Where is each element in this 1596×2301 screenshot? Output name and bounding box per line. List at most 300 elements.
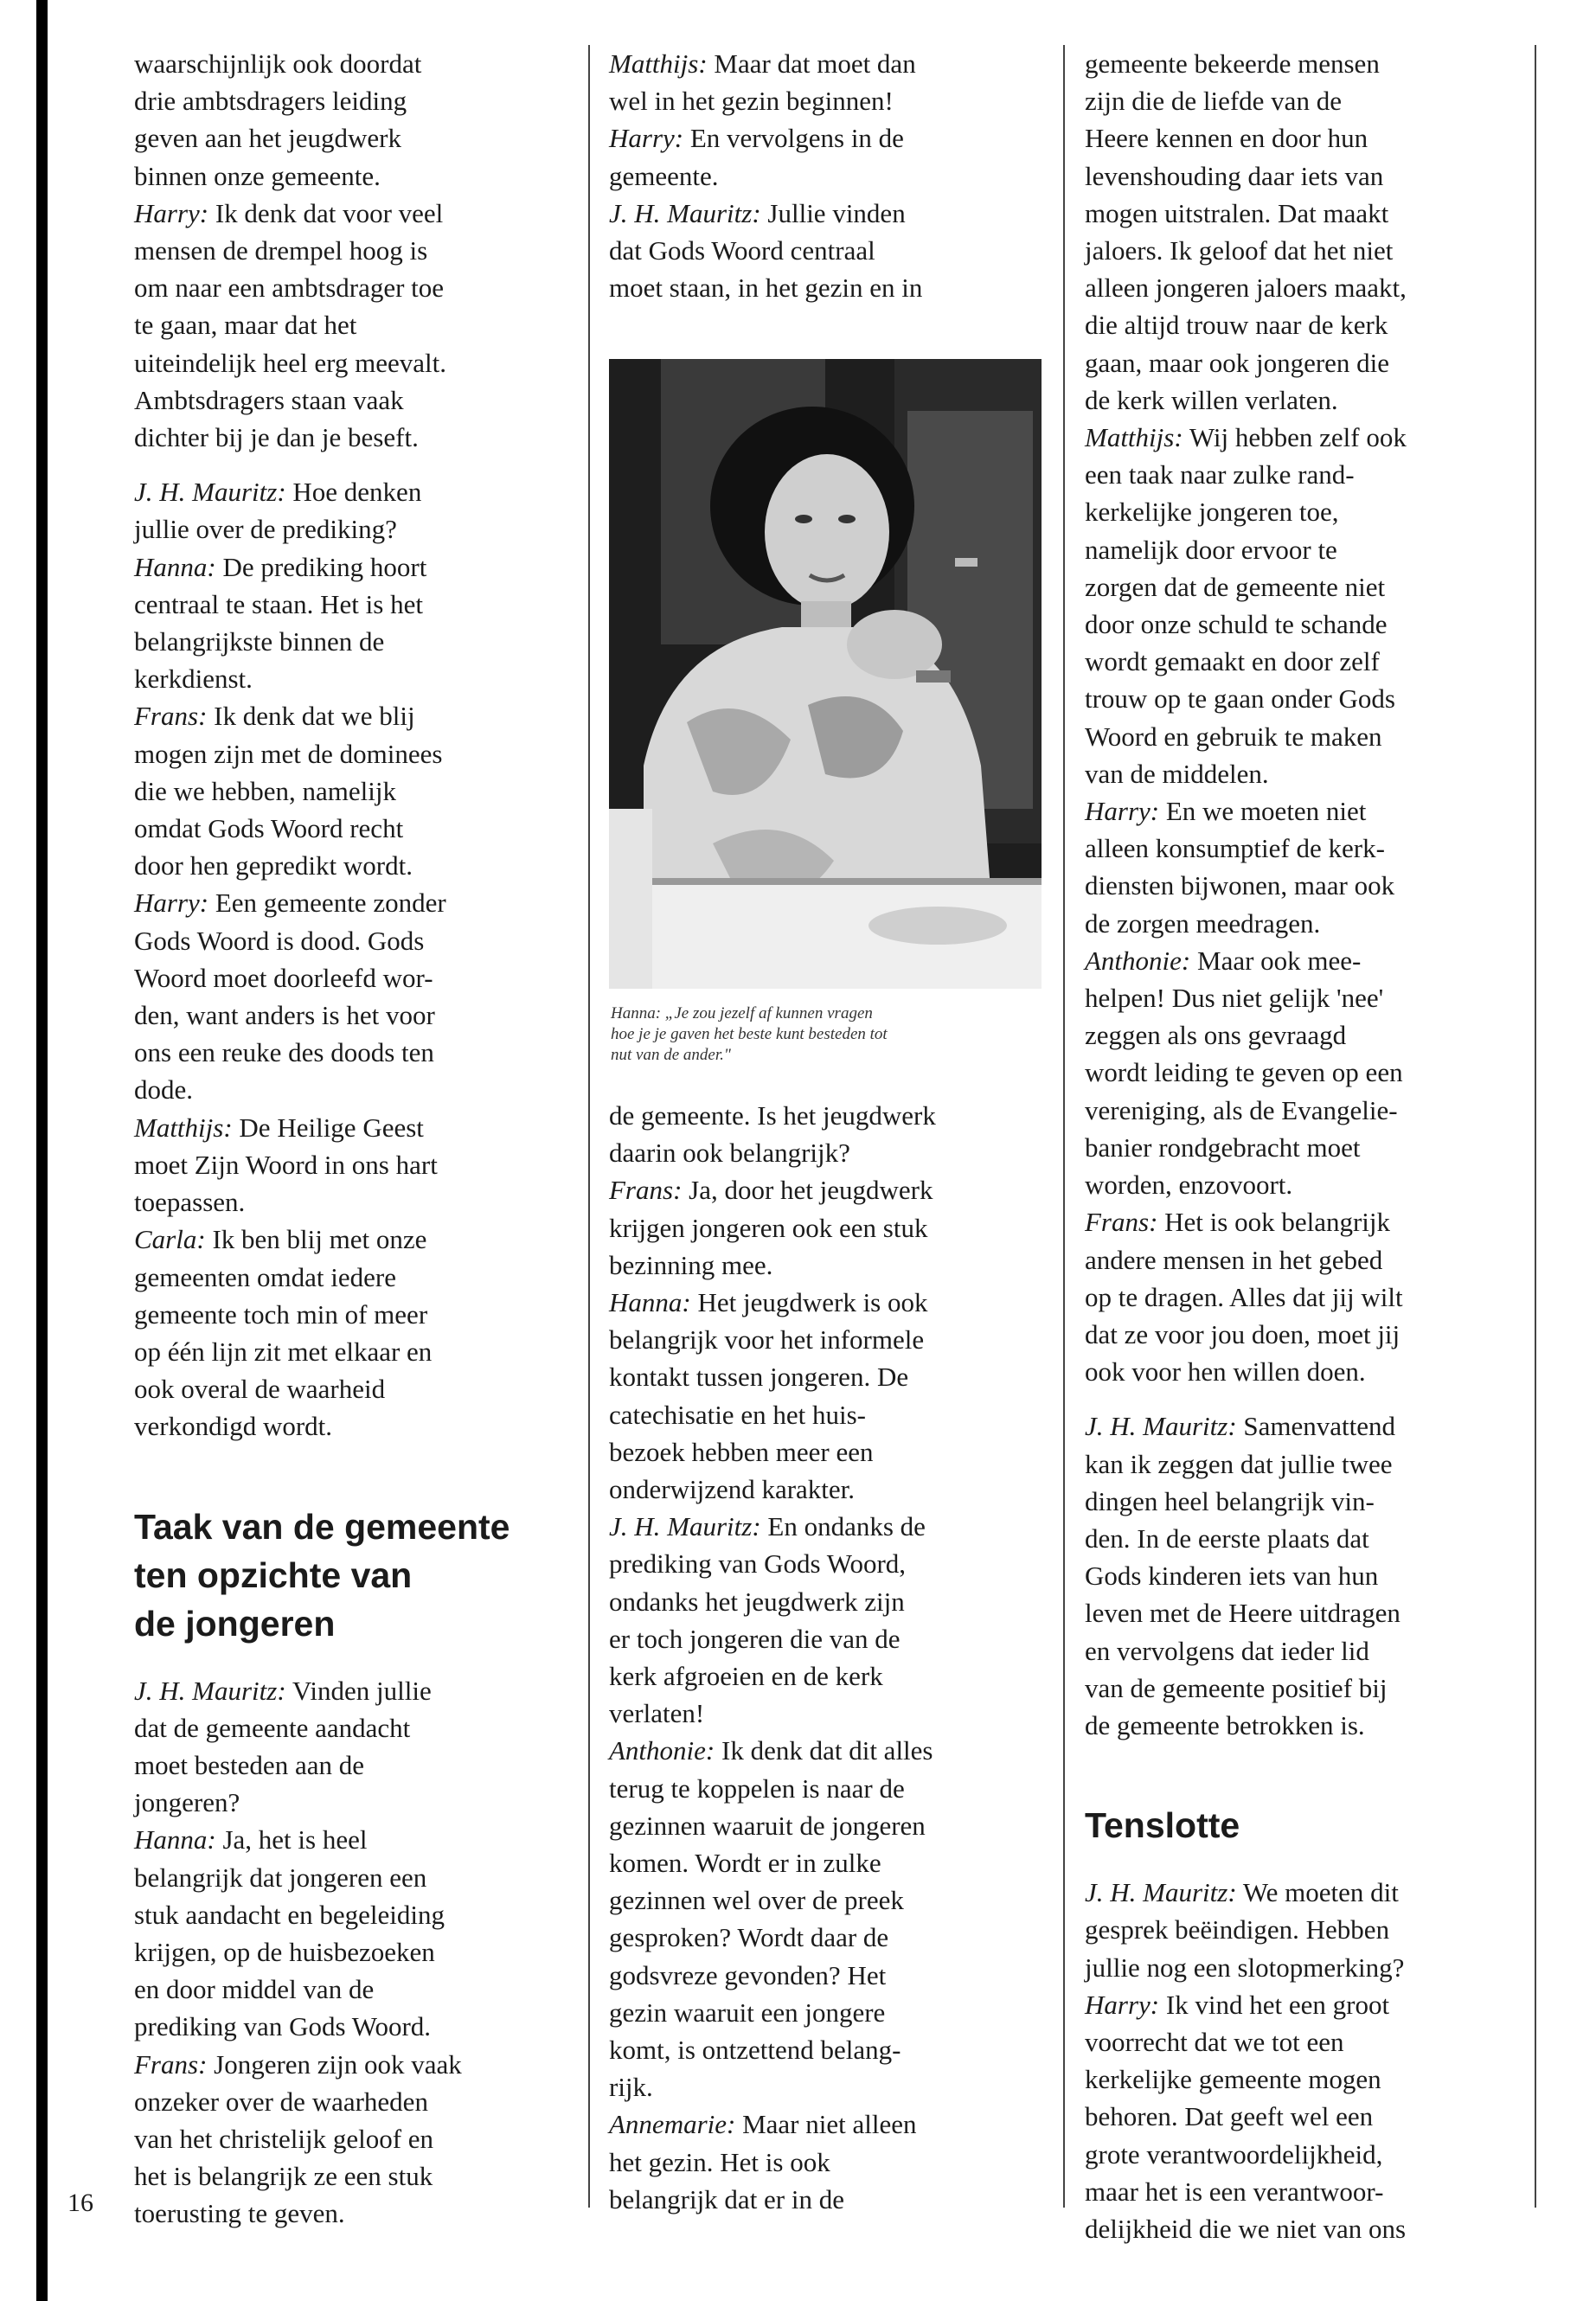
text-line: [134, 1109, 510, 1146]
line-text: toerusting te geven.: [134, 2198, 345, 2229]
text-line: [134, 1071, 510, 1108]
line-text: jullie nog een slotopmerking?: [1085, 1952, 1405, 1983]
line-text: Ik vind het een groot: [1159, 1989, 1390, 2020]
line-text: rijk.: [609, 2072, 653, 2103]
text-line: [1085, 2023, 1407, 2061]
text-line: [609, 1620, 936, 1657]
line-text: de kerk willen verlaten.: [1085, 384, 1338, 415]
text-line: [1085, 381, 1407, 419]
text-line: [134, 922, 510, 959]
line-text: Ik ben blij met onze: [205, 1224, 427, 1255]
text-line: [134, 232, 510, 269]
line-text: ook overal de waarheid: [134, 1374, 386, 1405]
line-text: moet staan, in het gezin en in: [609, 272, 923, 304]
text-line: [134, 1221, 510, 1258]
text-line: [1085, 1949, 1407, 1986]
line-text: gesprek beëindigen. Hebben: [1085, 1914, 1390, 1945]
text-line: [1085, 2098, 1407, 2135]
line-text: Samenvattend: [1236, 1411, 1396, 1442]
text-line: [609, 1247, 936, 1284]
text-line: [609, 232, 922, 269]
line-text: We moeten dit: [1236, 1877, 1399, 1908]
column-rule-left: [588, 45, 590, 2208]
line-text: gemeente bekeerde mensen: [1085, 48, 1380, 79]
line-text: ons een reuke des doods ten: [134, 1037, 434, 1068]
line-text: prediking van Gods Woord.: [134, 2011, 432, 2042]
line-text: dat de gemeente aandacht: [134, 1712, 411, 1743]
text-line: [134, 1859, 510, 1896]
text-line: [1085, 1016, 1407, 1054]
text-line: [1085, 1054, 1407, 1091]
interview-photo-drawing: [609, 359, 1042, 989]
section-heading: [1085, 1801, 1407, 1849]
line-text: delijkheid die we niet van ons: [1085, 2213, 1407, 2244]
line-text: De Heilige Geest: [232, 1112, 424, 1143]
line-text: zeggen als ons gevraagd: [1085, 1020, 1347, 1051]
text-line: [1085, 1911, 1407, 1948]
text-line: [134, 959, 510, 997]
text-line: [1085, 568, 1407, 606]
text-line: [134, 381, 510, 419]
text-line: [1085, 792, 1407, 830]
text-line: [134, 2120, 510, 2157]
text-line: [609, 1321, 936, 1358]
speaker-name: J. H. Mauritz:: [1085, 1877, 1237, 1908]
speaker-name: Carla:: [134, 1224, 206, 1255]
speaker-name: Anthonie:: [1085, 945, 1191, 976]
line-text: stuk aandacht en begeleiding: [134, 1899, 445, 1930]
section-heading-line: Tenslotte: [1085, 1805, 1240, 1846]
text-line: [1085, 45, 1407, 82]
speaker-name: J. H. Mauritz:: [134, 477, 286, 508]
text-line: [134, 660, 510, 697]
line-text: worden, enzovoort.: [1085, 1170, 1293, 1201]
text-line: [609, 1134, 936, 1171]
line-text: het is belangrijk ze een stuk: [134, 2161, 433, 2192]
line-text: En vervolgens in de: [683, 123, 904, 154]
text-line: [134, 473, 510, 510]
text-line: [1085, 680, 1407, 717]
text-line: [134, 157, 510, 195]
line-text: gezinnen waaruit de jongeren: [609, 1810, 926, 1841]
text-line: [134, 1034, 510, 1071]
text-column-2: [609, 45, 922, 306]
interview-photo: [609, 359, 1042, 989]
text-line: [1085, 979, 1407, 1016]
text-line: [1085, 1129, 1407, 1166]
text-line: [134, 2195, 510, 2232]
line-text: een taak naar zulke rand-: [1085, 459, 1355, 490]
text-line: [134, 419, 510, 456]
line-text: en vervolgens dat ieder lid: [1085, 1635, 1369, 1666]
text-line: [609, 82, 922, 119]
text-line: [609, 2181, 936, 2218]
text-line: [134, 1747, 510, 1784]
line-text: Gods Woord is dood. Gods: [134, 925, 425, 956]
line-text: te gaan, maar dat het: [134, 310, 357, 341]
line-text: drie ambtsdragers leiding: [134, 86, 407, 117]
line-text: Ik denk dat voor veel: [208, 197, 444, 228]
line-text: namelijk door ervoor te: [1085, 534, 1337, 565]
line-text: jongeren?: [134, 1787, 240, 1818]
line-text: Woord moet doorleefd wor-: [134, 962, 433, 993]
text-line: [134, 1971, 510, 2008]
text-line: [134, 847, 510, 884]
line-text: wordt leiding te geven op een: [1085, 1057, 1403, 1088]
text-line: [134, 2008, 510, 2045]
photo-caption-line: Hanna: „Je zou jezelf af kunnen vragen: [611, 1004, 873, 1022]
line-text: Ja, het is heel: [215, 1824, 368, 1856]
line-text: Maar niet alleen: [735, 2109, 917, 2140]
line-text: komen. Wordt er in zulke: [609, 1848, 881, 1879]
line-text: gezin waaruit een jongere: [609, 1997, 886, 2028]
line-text: die we hebben, namelijk: [134, 775, 397, 806]
line-text: mensen de drempel hoog is: [134, 235, 428, 266]
line-text: Het jeugdwerk is ook: [690, 1287, 928, 1318]
line-text: moet Zijn Woord in ons hart: [134, 1149, 438, 1180]
text-line: [134, 1370, 510, 1407]
line-text: belangrijk dat er in de: [609, 2183, 845, 2214]
speaker-name: Harry:: [134, 197, 209, 228]
line-text: er toch jongeren die van de: [609, 1623, 901, 1654]
text-line: [1085, 157, 1407, 195]
line-text: mogen uitstralen. Dat maakt: [1085, 197, 1389, 228]
line-text: zorgen dat de gemeente niet: [1085, 571, 1386, 602]
text-line: [1085, 867, 1407, 904]
text-line: [1085, 1407, 1407, 1445]
text-line: [609, 1770, 936, 1807]
text-line: [1085, 718, 1407, 755]
line-text: door onze schuld te schande: [1085, 609, 1388, 640]
section-heading: [134, 1503, 510, 1648]
text-line: [609, 1396, 936, 1433]
line-text: gemeenten omdat iedere: [134, 1261, 396, 1292]
speaker-name: Frans:: [609, 1175, 683, 1206]
line-text: Ambtsdragers staan vaak: [134, 384, 404, 415]
line-text: omdat Gods Woord recht: [134, 813, 404, 844]
line-text: grote verantwoordelijkheid,: [1085, 2138, 1383, 2170]
text-line: [1085, 82, 1407, 119]
speaker-name: Harry:: [609, 123, 684, 154]
text-line: [609, 2144, 936, 2181]
line-text: van de middelen.: [1085, 758, 1269, 789]
line-text: helpen! Dus niet gelijk 'nee': [1085, 983, 1384, 1014]
text-line: [1085, 1874, 1407, 1911]
text-line: [1085, 905, 1407, 942]
page-edge-bar: [36, 0, 48, 2301]
text-line: [1085, 2210, 1407, 2247]
speaker-name: Hanna:: [134, 1824, 216, 1856]
line-text: terug te koppelen is naar de: [609, 1772, 905, 1804]
text-line: [609, 2068, 936, 2106]
speaker-name: Frans:: [134, 2048, 208, 2080]
text-line: [609, 1545, 936, 1582]
text-line: [609, 2031, 936, 2068]
line-text: daarin ook belangrijk?: [609, 1138, 850, 1169]
text-line: [134, 548, 510, 586]
line-text: gaan, maar ook jongeren die: [1085, 347, 1390, 378]
line-text: kerkdienst.: [134, 663, 253, 695]
text-line: [1085, 1557, 1407, 1594]
text-line: [609, 1583, 936, 1620]
line-text: dichter bij je dan je beseft.: [134, 422, 419, 453]
text-line: [609, 1994, 936, 2031]
line-text: krijgen, op de huisbezoeken: [134, 1936, 435, 1967]
text-line: [1085, 1166, 1407, 1203]
photo-caption: [611, 1003, 1043, 1066]
line-text: dat ze voor jou doen, moet jij: [1085, 1318, 1401, 1349]
text-line: [609, 195, 922, 232]
text-line: [134, 1259, 510, 1296]
speaker-name: Harry:: [1085, 796, 1160, 827]
text-line: [1085, 830, 1407, 867]
line-text: de zorgen meedragen.: [1085, 907, 1321, 939]
line-text: verkondigd wordt.: [134, 1411, 333, 1442]
text-line: [609, 1209, 936, 1247]
line-text: ondanks het jeugdwerk zijn: [609, 1586, 905, 1617]
text-column-3: [1085, 45, 1407, 2247]
line-text: Hoe denken: [285, 477, 422, 508]
text-line: [134, 2157, 510, 2195]
text-line: [134, 1146, 510, 1183]
line-text: Woord en gebruik te maken: [1085, 721, 1382, 752]
line-text: mogen zijn met de dominees: [134, 738, 443, 769]
text-line: [134, 884, 510, 921]
text-line: [1085, 755, 1407, 792]
line-text: op één lijn zit met elkaar en: [134, 1336, 433, 1367]
speaker-name: Hanna:: [609, 1287, 691, 1318]
line-text: van de gemeente positief bij: [1085, 1672, 1388, 1703]
text-line: [1085, 606, 1407, 643]
text-line: [1085, 643, 1407, 680]
line-text: En we moeten niet: [1159, 796, 1367, 827]
text-line: [1085, 1670, 1407, 1707]
speaker-name: Anthonie:: [609, 1735, 715, 1766]
text-line: [1085, 1241, 1407, 1279]
text-line: [609, 1732, 936, 1769]
text-line: [134, 344, 510, 381]
line-text: centraal te staan. Het is het: [134, 588, 423, 619]
page-number: 16: [67, 2189, 93, 2217]
line-text: waarschijnlijk ook doordat: [134, 48, 422, 79]
text-line: [609, 1097, 936, 1134]
line-text: belangrijk dat jongeren een: [134, 1862, 427, 1893]
line-text: prediking van Gods Woord,: [609, 1548, 907, 1580]
text-line: [134, 195, 510, 232]
text-line: [609, 269, 922, 306]
text-line: [134, 306, 510, 343]
line-text: Gods kinderen iets van hun: [1085, 1561, 1379, 1592]
text-line: [1085, 1986, 1407, 2023]
text-line: [1085, 419, 1407, 456]
text-line: [134, 1183, 510, 1221]
text-line: [134, 1896, 510, 1933]
column-rule-middle: [1063, 45, 1065, 2208]
text-line: [1085, 119, 1407, 157]
line-text: kontakt tussen jongeren. De: [609, 1362, 909, 1393]
line-text: En ondanks de: [760, 1511, 926, 1542]
line-text: gemeente toch min of meer: [134, 1298, 428, 1330]
line-text: moet besteden aan de: [134, 1749, 364, 1780]
line-text: godsvreze gevonden? Het: [609, 1959, 887, 1990]
line-text: Ja, door het jeugdwerk: [682, 1175, 933, 1206]
line-text: leven met de Heere uitdragen: [1085, 1598, 1401, 1629]
line-text: Een gemeente zonder: [208, 888, 446, 919]
text-line: [1085, 1483, 1407, 1520]
text-line: [609, 1657, 936, 1695]
text-line: [609, 1358, 936, 1395]
text-line: [609, 1695, 936, 1732]
photo-caption-line: nut van de ander.": [611, 1046, 731, 1064]
line-text: Maar ook mee-: [1190, 945, 1362, 976]
line-text: andere mensen in het gebed: [1085, 1244, 1383, 1275]
speaker-name: J. H. Mauritz:: [1085, 1411, 1237, 1442]
line-text: gemeente.: [609, 160, 719, 191]
text-line: [1085, 344, 1407, 381]
line-text: kerkelijke jongeren toe,: [1085, 497, 1339, 528]
line-text: krijgen jongeren ook een stuk: [609, 1212, 928, 1243]
text-line: [1085, 1445, 1407, 1483]
line-text: gezinnen wel over de preek: [609, 1885, 904, 1916]
speaker-name: Hanna:: [134, 551, 216, 582]
text-line: [609, 1284, 936, 1321]
line-text: ook voor hen willen doen.: [1085, 1356, 1366, 1388]
text-line: [609, 1881, 936, 1919]
line-text: Het is ook belangrijk: [1157, 1207, 1391, 1238]
text-line: [1085, 269, 1407, 306]
line-text: catechisatie en het huis-: [609, 1399, 866, 1430]
line-text: toepassen.: [134, 1187, 246, 1218]
line-text: banier rondgebracht moet: [1085, 1131, 1361, 1163]
text-line: [134, 772, 510, 810]
text-line: [134, 1933, 510, 1971]
line-text: kan ik zeggen dat jullie twee: [1085, 1448, 1393, 1479]
line-text: dingen heel belangrijk vin-: [1085, 1485, 1375, 1516]
line-text: onzeker over de waarheden: [134, 2086, 428, 2117]
text-line: [134, 1672, 510, 1709]
line-text: behoren. Dat geeft wel een: [1085, 2101, 1374, 2132]
line-text: wel in het gezin beginnen!: [609, 86, 894, 117]
line-text: onderwijzend karakter.: [609, 1474, 856, 1505]
speaker-name: Harry:: [134, 888, 209, 919]
speaker-name: Matthijs:: [134, 1112, 233, 1143]
text-line: [1085, 306, 1407, 343]
photo-caption-line: hoe je je gaven het beste kunt besteden tot: [611, 1025, 888, 1043]
text-line: [134, 510, 510, 548]
line-text: verlaten!: [609, 1698, 705, 1729]
text-line: [609, 1844, 936, 1881]
text-line: [609, 45, 922, 82]
line-text: maar het is een verantwoor-: [1085, 2176, 1384, 2207]
text-line: [1085, 1279, 1407, 1316]
text-line: [134, 2083, 510, 2120]
line-text: om naar een ambtsdrager toe: [134, 272, 445, 304]
text-line: [1085, 1353, 1407, 1390]
speaker-name: J. H. Mauritz:: [609, 1511, 761, 1542]
line-text: Jongeren zijn ook vaak: [207, 2048, 462, 2080]
line-text: kerkelijke gemeente mogen: [1085, 2064, 1381, 2095]
section-heading-line: ten opzichte van: [134, 1554, 413, 1595]
line-text: gesproken? Wordt daar de: [609, 1922, 889, 1953]
line-text: de gemeente betrokken is.: [1085, 1709, 1365, 1740]
text-line: [134, 2046, 510, 2083]
line-text: belangrijkste binnen de: [134, 626, 385, 657]
speaker-name: J. H. Mauritz:: [609, 197, 761, 228]
text-line: [609, 1508, 936, 1545]
line-text: de gemeente. Is het jeugdwerk: [609, 1100, 936, 1131]
speaker-name: Harry:: [1085, 1989, 1160, 2020]
text-line: [134, 45, 510, 82]
line-text: Maar dat moet dan: [707, 48, 916, 79]
text-line: [1085, 493, 1407, 530]
speaker-name: Matthijs:: [609, 48, 708, 79]
text-line: [1085, 1316, 1407, 1353]
text-line: [134, 586, 510, 623]
text-line: [609, 1919, 936, 1956]
line-text: belangrijk voor het informele: [609, 1324, 925, 1356]
line-text: Vinden jullie: [285, 1675, 432, 1706]
text-line: [134, 735, 510, 772]
line-text: die altijd trouw naar de kerk: [1085, 310, 1388, 341]
line-text: Ik denk dat we blij: [207, 701, 415, 732]
text-line: [1085, 1520, 1407, 1557]
line-text: kerk afgroeien en de kerk: [609, 1661, 883, 1692]
line-text: vereniging, als de Evangelie-: [1085, 1094, 1398, 1125]
line-text: het gezin. Het is ook: [609, 2146, 830, 2177]
text-line: [1085, 195, 1407, 232]
line-text: door hen gepredikt wordt.: [134, 850, 413, 881]
line-text: diensten bijwonen, maar ook: [1085, 870, 1395, 901]
line-text: Jullie vinden: [760, 197, 906, 228]
line-text: jaloers. Ik geloof dat het niet: [1085, 235, 1394, 266]
text-line: [134, 1407, 510, 1445]
text-line: [1085, 1594, 1407, 1631]
text-line: [1085, 2061, 1407, 2098]
line-text: trouw op te gaan onder Gods: [1085, 683, 1395, 715]
section-heading-line: de jongeren: [134, 1603, 336, 1644]
line-text: jullie over de prediking?: [134, 514, 397, 545]
text-line: [1085, 2173, 1407, 2210]
text-line: [1085, 1203, 1407, 1240]
line-text: voorrecht dat we tot een: [1085, 2026, 1344, 2057]
line-text: alleen konsumptief de kerk-: [1085, 833, 1385, 864]
text-line: [134, 269, 510, 306]
section-heading-line: Taak van de gemeente: [134, 1506, 510, 1547]
line-text: Heere kennen en door hun: [1085, 123, 1368, 154]
line-text: De prediking hoort: [215, 551, 427, 582]
text-line: [134, 810, 510, 847]
text-line: [609, 157, 922, 195]
text-line: [609, 119, 922, 157]
text-line: [1085, 232, 1407, 269]
text-line: [134, 623, 510, 660]
line-text: den. In de eerste plaats dat: [1085, 1522, 1369, 1554]
line-text: alleen jongeren jaloers maakt,: [1085, 272, 1407, 304]
line-text: en door middel van de: [134, 1974, 375, 2005]
line-text: zijn die de liefde van de: [1085, 86, 1342, 117]
text-line: [1085, 942, 1407, 979]
text-line: [609, 1807, 936, 1844]
line-text: uiteindelijk heel erg meevalt.: [134, 347, 446, 378]
speaker-name: Frans:: [134, 701, 208, 732]
text-line: [134, 1784, 510, 1821]
line-text: levenshouding daar iets van: [1085, 160, 1384, 191]
line-text: geven aan het jeugdwerk: [134, 123, 402, 154]
line-text: wordt gemaakt en door zelf: [1085, 646, 1380, 677]
line-text: binnen onze gemeente.: [134, 160, 381, 191]
text-line: [1085, 1707, 1407, 1744]
text-line: [134, 697, 510, 734]
